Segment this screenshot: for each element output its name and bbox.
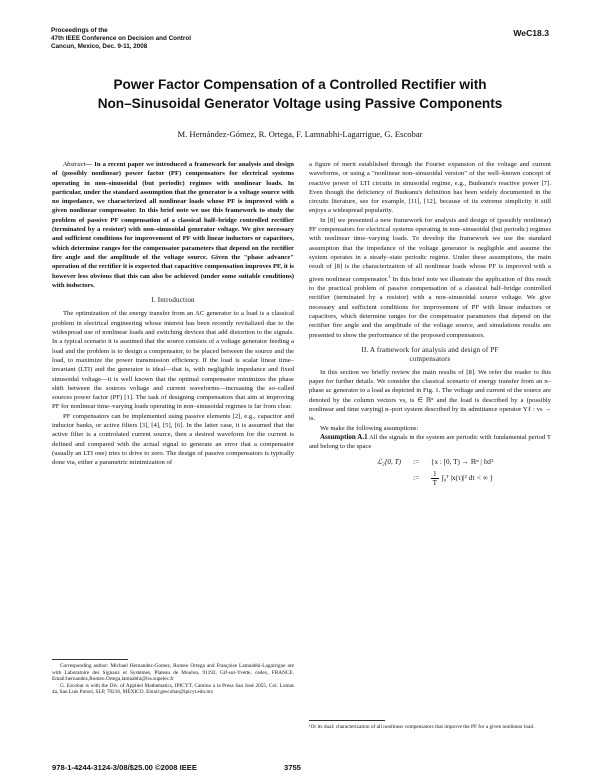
header-line-2: 47th IEEE Conference on Decision and Control [51, 35, 191, 43]
page-number: 3755 [284, 763, 301, 772]
section-2-heading [309, 346, 551, 364]
footnote-rule-right [309, 720, 385, 721]
footnote-marker: 1 [388, 273, 391, 279]
equation-rhs-1: {x : [0, T) → ℝⁿ | ‖x‖² [431, 457, 494, 466]
intro-paragraph-3-rest: In this brief note we illustrate the application of this result to the practical problem of passive compensation of a classical half–bridge controlled rectifier (terminated by a resistor) with a non–sinusoidal source voltage. We give necessary and sufficient conditions for improvement of PF with linear inductors or capacitors, which determine ranges for the compensator parameters that depend on the rectifier fire angle and the amplitude of the voltage source, and simulations results are presented to show the performance of the proposed compensators. [309, 275, 551, 339]
footnote-corresponding: Corresponding author: Michael Hernandez-Gomez, Romeo Ortega and Françoise Lamnabhi-Lagarrigue are with Laboratoire des Signaux et Systèmes, Plateau de Moulon, 91192, Gif-sur-Yvette, cedex, FRANCE. Email:hernandez,Romeo.Ortega,lamnabhi@lss.supelec.fr [52, 663, 294, 683]
framework-paragraph-1: In this section we briefly review the main results of [8]. We refer the reader to this paper for further details. We consider the classical scenario of energy transfer from an n–phase ac generator to a load as depicted in Fig. 1. The voltage and current of the source are denoted by the column vectors vs, is ∈ ℝⁿ and the load is described by a (possibly nonlinear and time varying) n–port system described by its admittance operator Yℓ : vs → is. [309, 368, 551, 423]
equation-row-2 [309, 471, 551, 487]
equation-integral: ∫₀ᵀ |x(τ)|² dτ < ∞ } [441, 474, 494, 483]
intro-paragraph-3-text: In [8] we presented a new framework for analysis and design of (possibly nonlinear) PF compensators for electrical systems operating in non–sinusoidal (but periodic) regimes with nonlinear time–varying loads. To develop the framework we use the standard assumption that the impedance of the voltage generator is negligible and assume the system operates in a steady–state periodic regime. Under these assumptions, the main result of [8] is the characterization of all nonlinear loads whose PF is improved with a given nonlinear compensator. [309, 216, 551, 283]
equation-lhs: ℒ₂[0, T) [376, 457, 401, 466]
abstract-text: — In a recent paper we introduced a framework for analysis and design of (possibly nonlinear) power factor (PF) compensators for electrical systems operating in non–sinusoidal (but periodic) regimes with nonlinear loads. In particular, under the standard assumption that the generator is a voltage source with no impedance, we characterized all nonlinear loads whose PF is improved with a given nonlinear compensator. In this brief note we use this framework to study the problem of passive PF compensation of a classical half–bridge controlled rectifier (terminated by a resistor) with non–sinusoidal generator voltage. We give necessary and sufficient conditions for improvement of PF with linear inductors or capacitors, which determine ranges for the compensator parameters that depend on the rectifier fire angle and the amplitude of the voltage source. Given the "phase advance" operation of the rectifier it is expected that capacitive compensation improves PF, it is however less obvious that this can also be achieved (under some suitable conditions) with inductors. [52, 161, 294, 289]
section-2-heading-line-1: II. A framework for analysis and design of PF [361, 345, 499, 354]
affiliation-footnotes [52, 663, 294, 696]
author-list: M. Hernández-Gómez, R. Ortega, F. Lamnabhi-Lagarrigue, G. Escobar [177, 129, 423, 139]
proceedings-header [51, 27, 191, 52]
equation-fraction [431, 470, 439, 487]
title-line-2: Non–Sinusoidal Generator Voltage using Passive Components [97, 95, 503, 111]
footnote-rule-left [52, 659, 128, 660]
paper-title [60, 76, 540, 113]
section-2-heading-line-2: compensators [409, 354, 451, 363]
assumption-label: Assumption A.1 [320, 432, 368, 441]
fraction-denominator: T [432, 479, 437, 488]
session-code: WeC18.3 [513, 28, 549, 38]
right-column [309, 160, 551, 487]
equation-row-1 [309, 455, 551, 471]
header-line-1: Proceedings of the [51, 27, 108, 34]
left-column [52, 160, 294, 468]
abstract-label: Abstract [63, 161, 86, 168]
equation-rhs-2 [431, 470, 551, 487]
l2-space-equation [309, 455, 551, 487]
fraction-numerator: 1 [433, 470, 437, 479]
assumption-text: All the signals in the system are periodic with fundamental period T and belong to the space [309, 433, 551, 451]
footnote-escobar: G. Escobar is with the Div. of Applied Mathematics, IPICYT, Camino a la Presa San José 2055, Col. Lomas 4a, San Luis Potosí, SLP, 78216, MÉXICO. Email:gescobar@ipicyt.edu.mx [52, 682, 294, 696]
intro-paragraph-2-cont: a figure of merit established through the Fourier expansion of the voltage and current waveforms, or using a "nonlinear non–sinusoidal version" of the well–known concept of reactive power of LTI circuits in sinusoidal regime, e.g., Budeanu's reactive power [7]. Even though the deficiency of Budeanu's definition has been widely documented in the circuits literature, see for example, [11], [12], because of its extreme simplicity it still enjoys a widespread popularity. [309, 161, 551, 215]
intro-paragraph-1: The optimization of the energy transfer from an AC generator to a load is a classical problem in electrical engineering whose interest has been recently revitalized due to the widespread use of nonlinear loads and switching devices that add distortion to the signals. In a typical scenario it is assumed that the source consists of a voltage generator feeding a load and the problem is to design a compensator, to be placed between the source and the load, to maximize the power transmission efficiency. If the load is scalar linear time–invariant (LTI) and the generator is ideal—that is, with negligible impedance and fixed sinusoidal voltage—it is well known that the optimal compensator minimizes the phase shift between the sources voltage and current waveforms—increasing the so–called sources power factor (PF) [1]. The task of designing compensators that aim at improving PF for nonlinear time–varying loads operating in non–sinusoidal regimes is far from clear. [52, 310, 294, 411]
intro-paragraph-2: PF compensators can be implemented using passive elements [2], e.g., capacitor and inductor banks, or active filters [3], [4], [5], [6]. In the latter case, it is assumed that the active filter is a controlated current source, then a desired waveform for the current is defined and compared with the actual signal to generate an error that a compensator (usually an LTI one) tries to drive to zero. The design of passive compensators is typically done via, either a parametric minimization of [52, 412, 294, 467]
intro-paragraph-3 [309, 216, 551, 340]
header-line-3: Cancun, Mexico, Dec. 9-11, 2008 [51, 43, 148, 51]
equation-define-2: := [412, 473, 420, 482]
framework-paragraph-2: We make the following assumptions: [320, 424, 419, 432]
isbn-footer: 978-1-4244-3124-3/08/$25.00 ©2008 IEEE [52, 763, 197, 772]
title-line-1: Power Factor Compensation of a Controlled Rectifier with [113, 77, 487, 92]
footnote-1: ¹Or its dual: characterization of all nonlinear compensators that improve the PF for a given nonlinear load. [309, 724, 535, 730]
abstract [52, 160, 294, 290]
section-1-heading: I. Introduction [151, 296, 195, 305]
assumption-a1 [309, 433, 551, 452]
equation-define-1: := [412, 457, 420, 466]
